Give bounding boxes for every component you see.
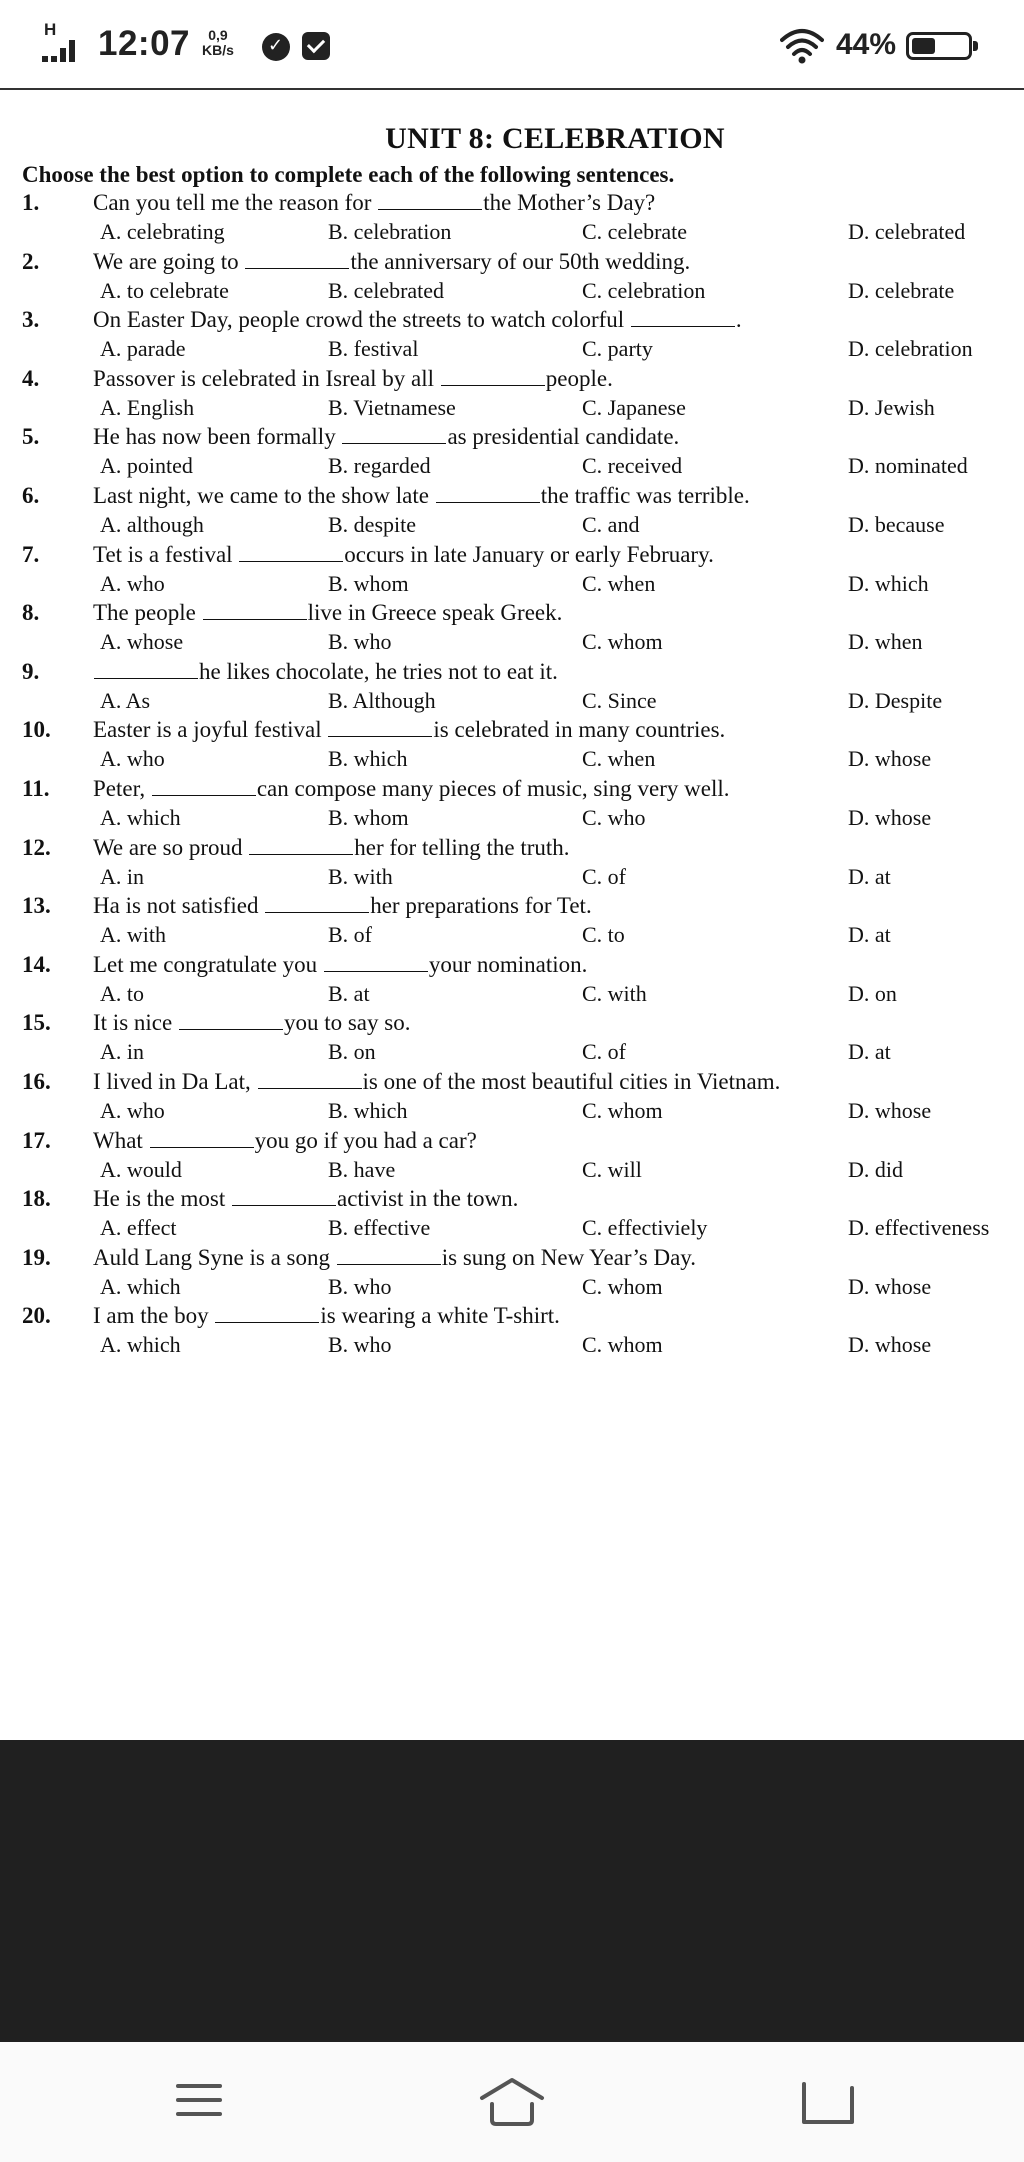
- clock-time: 12:07: [98, 24, 191, 63]
- question-number: 19.: [22, 1244, 51, 1270]
- question-text-before: The people: [93, 600, 196, 626]
- option-d: D. Jewish: [848, 394, 935, 420]
- option-c: C. and: [582, 511, 640, 537]
- question-text: [93, 542, 714, 568]
- question-text-after: as presidential candidate.: [447, 424, 680, 450]
- instruction-text: Choose the best option to complete each of the following sentences.: [22, 162, 675, 187]
- question-item: [0, 1303, 1024, 1362]
- question-text-after: the anniversary of our 50th wedding.: [350, 248, 691, 274]
- question-item: [0, 893, 1024, 952]
- speed-value: 0,9: [208, 27, 228, 43]
- question-list: [0, 190, 1024, 1362]
- option-a: A. pointed: [100, 453, 193, 479]
- question-text: [93, 952, 587, 978]
- question-item: [0, 542, 1024, 601]
- question-text-before: We are going to: [93, 248, 239, 274]
- question-text-before: We are so proud: [93, 834, 243, 860]
- network-speed: [202, 28, 234, 58]
- question-number: 15.: [22, 1010, 51, 1036]
- option-d: D. nominated: [848, 453, 968, 479]
- option-d: D. whose: [848, 1332, 932, 1358]
- option-a: A. whose: [100, 629, 184, 655]
- option-d: D. on: [848, 980, 897, 1006]
- option-c: C. effectiviely: [582, 1215, 708, 1241]
- question-text-after: the Mother’s Day?: [483, 190, 656, 215]
- question-text: [93, 659, 558, 685]
- option-a: A. effect: [100, 1215, 177, 1241]
- question-text: [93, 1303, 560, 1329]
- answer-blank: [378, 191, 482, 210]
- answer-blank: [436, 484, 540, 503]
- question-text-before: Let me congratulate you: [93, 951, 318, 977]
- answer-blank: [179, 1011, 283, 1030]
- option-b: B. festival: [328, 336, 419, 362]
- option-b: B. Vietnamese: [328, 394, 456, 420]
- option-b: B. with: [328, 863, 393, 889]
- question-text-before: Peter,: [93, 775, 146, 801]
- option-b: B. on: [328, 1039, 376, 1065]
- check-circle-icon: [262, 33, 290, 61]
- option-d: D. celebration: [848, 336, 973, 362]
- question-text-before: Passover is celebrated in Isreal by all: [93, 365, 435, 391]
- question-text-after: activist in the town.: [337, 1186, 519, 1212]
- option-b: B. celebrated: [328, 277, 445, 303]
- option-d: D. celebrated: [848, 219, 966, 244]
- question-number: 7.: [22, 541, 40, 567]
- battery-fill: [912, 38, 935, 54]
- option-c: C. of: [582, 863, 626, 889]
- answer-blank: [215, 1304, 319, 1323]
- question-text: [93, 483, 750, 509]
- option-b: B. Although: [328, 687, 436, 713]
- question-text: [93, 249, 690, 275]
- question-number: 1.: [22, 190, 40, 215]
- option-a: A. As: [100, 687, 151, 713]
- question-text-after: your nomination.: [428, 951, 588, 977]
- answer-blank: [265, 894, 369, 913]
- notification-icon: [302, 32, 330, 60]
- question-number: 16.: [22, 1068, 51, 1094]
- option-b: B. regarded: [328, 453, 431, 479]
- question-text-after: is celebrated in many countries.: [433, 717, 726, 743]
- option-c: C. celebrate: [582, 219, 688, 244]
- option-d: D. at: [848, 863, 891, 889]
- answer-blank: [94, 660, 198, 679]
- question-number: 11.: [22, 775, 50, 801]
- option-c: C. with: [582, 980, 647, 1006]
- question-text: [93, 1186, 518, 1212]
- option-d: D. whose: [848, 1273, 932, 1299]
- signal-icon: [42, 22, 88, 66]
- question-text-after: people.: [545, 365, 613, 391]
- question-text-after: is wearing a white T-shirt.: [320, 1303, 560, 1329]
- question-number: 12.: [22, 834, 51, 860]
- answer-blank: [245, 250, 349, 269]
- answer-blank: [342, 425, 446, 444]
- question-text-before: Auld Lang Syne is a song: [93, 1244, 331, 1270]
- home-icon[interactable]: [472, 2072, 552, 2132]
- question-text-before: I am the boy: [93, 1303, 209, 1329]
- question-text-before: I lived in Da Lat,: [93, 1068, 251, 1094]
- answer-blank: [324, 953, 428, 972]
- question-text-before: Ha is not satisfied: [93, 893, 259, 919]
- question-number: 10.: [22, 717, 51, 743]
- document-title: UNIT 8: CELEBRATION: [385, 122, 725, 155]
- question-text: [93, 190, 655, 216]
- question-text-before: He has now been formally: [93, 424, 336, 450]
- option-d: D. which: [848, 570, 929, 596]
- option-c: C. when: [582, 570, 656, 596]
- option-c: C. whom: [582, 1273, 663, 1299]
- option-c: C. will: [582, 1156, 642, 1182]
- question-item: [0, 600, 1024, 659]
- question-number: 8.: [22, 600, 40, 626]
- option-d: D. whose: [848, 1097, 932, 1123]
- question-text: [93, 600, 562, 626]
- option-a: A. who: [100, 1097, 165, 1123]
- option-c: C. whom: [582, 629, 663, 655]
- option-d: D. celebrate: [848, 277, 955, 303]
- option-c: C. party: [582, 336, 653, 362]
- option-c: C. when: [582, 746, 656, 772]
- answer-blank: [258, 1070, 362, 1089]
- option-c: C. who: [582, 804, 646, 830]
- option-a: A. English: [100, 394, 195, 420]
- question-text-after: her for telling the truth.: [354, 834, 570, 860]
- question-text: [93, 835, 570, 861]
- question-item: [0, 1069, 1024, 1128]
- option-c: C. whom: [582, 1332, 663, 1358]
- option-a: A. to celebrate: [100, 277, 229, 303]
- option-b: B. of: [328, 922, 372, 948]
- worksheet-document: [0, 90, 1024, 1740]
- question-item: [0, 835, 1024, 894]
- option-c: C. Japanese: [582, 394, 686, 420]
- question-number: 5.: [22, 424, 40, 450]
- question-item: [0, 659, 1024, 718]
- answer-blank: [239, 543, 343, 562]
- answer-blank: [631, 308, 735, 327]
- option-c: C. whom: [582, 1097, 663, 1123]
- question-item: [0, 424, 1024, 483]
- option-d: D. when: [848, 629, 923, 655]
- question-item: [0, 776, 1024, 835]
- question-item: [0, 1245, 1024, 1304]
- question-text-before: He is the most: [93, 1186, 226, 1212]
- option-a: A. would: [100, 1156, 182, 1182]
- question-item: [0, 366, 1024, 425]
- status-bar: [0, 0, 1024, 90]
- question-number: 2.: [22, 248, 40, 274]
- option-a: A. who: [100, 746, 165, 772]
- question-text-before: It is nice: [93, 1010, 173, 1036]
- option-b: B. effective: [328, 1215, 431, 1241]
- answer-blank: [337, 1246, 441, 1265]
- answer-blank: [150, 1129, 254, 1148]
- question-text-after: live in Greece speak Greek.: [307, 600, 563, 626]
- question-text: [93, 366, 613, 392]
- question-number: 18.: [22, 1186, 51, 1212]
- answer-blank: [328, 718, 432, 737]
- option-a: A. with: [100, 922, 166, 948]
- question-item: [0, 717, 1024, 776]
- question-item: [0, 249, 1024, 308]
- question-number: 4.: [22, 365, 40, 391]
- option-a: A. parade: [100, 336, 186, 362]
- question-text-after: is sung on New Year’s Day.: [441, 1244, 697, 1270]
- question-text-after: her preparations for Tet.: [370, 893, 592, 919]
- wifi-icon: [780, 28, 824, 64]
- back-icon[interactable]: [790, 2072, 870, 2132]
- option-a: A. in: [100, 863, 144, 889]
- option-b: B. despite: [328, 511, 416, 537]
- option-a: A. who: [100, 570, 165, 596]
- question-text: [93, 1069, 780, 1095]
- option-d: D. did: [848, 1156, 903, 1182]
- option-b: B. which: [328, 1097, 408, 1123]
- question-text-after: occurs in late January or early February.: [344, 541, 714, 567]
- option-b: B. celebration: [328, 219, 452, 244]
- question-text: [93, 776, 730, 802]
- question-text-before: Last night, we came to the show late: [93, 482, 429, 508]
- question-text-before: What: [93, 1127, 143, 1153]
- option-d: D. whose: [848, 804, 932, 830]
- network-type: H: [44, 20, 57, 39]
- question-text: [93, 1010, 410, 1036]
- question-number: 20.: [22, 1303, 51, 1329]
- question-text-after: is one of the most beautiful cities in Vietnam.: [362, 1068, 781, 1094]
- option-b: B. whom: [328, 570, 409, 596]
- option-b: B. who: [328, 1332, 392, 1358]
- option-a: A. celebrating: [100, 219, 225, 244]
- option-a: A. although: [100, 511, 204, 537]
- question-text-after: .: [735, 307, 742, 333]
- option-a: A. in: [100, 1039, 144, 1065]
- option-a: A. which: [100, 1273, 181, 1299]
- option-a: A. to: [100, 980, 144, 1006]
- answer-blank: [232, 1187, 336, 1206]
- option-b: B. at: [328, 980, 370, 1006]
- option-d: D. at: [848, 1039, 891, 1065]
- answer-blank: [203, 601, 307, 620]
- question-text-after: the traffic was terrible.: [540, 482, 750, 508]
- option-b: B. who: [328, 1273, 392, 1299]
- question-item: [0, 1010, 1024, 1069]
- option-c: C. of: [582, 1039, 626, 1065]
- question-text-after: you to say so.: [283, 1010, 411, 1036]
- question-text-after: can compose many pieces of music, sing very well.: [256, 775, 730, 801]
- navigation-bar: [0, 2042, 1024, 2162]
- question-item: [0, 1186, 1024, 1245]
- option-c: C. received: [582, 453, 683, 479]
- question-text-after: you go if you had a car?: [254, 1127, 477, 1153]
- question-number: 14.: [22, 951, 51, 977]
- option-b: B. who: [328, 629, 392, 655]
- option-a: A. which: [100, 1332, 181, 1358]
- option-a: A. which: [100, 804, 181, 830]
- question-number: 13.: [22, 893, 51, 919]
- question-item: [0, 952, 1024, 1011]
- question-number: 17.: [22, 1127, 51, 1153]
- option-d: D. because: [848, 511, 945, 537]
- question-item: [0, 1128, 1024, 1187]
- answer-blank: [249, 836, 353, 855]
- question-item: [0, 190, 1024, 249]
- battery-icon: [906, 32, 972, 60]
- option-c: C. to: [582, 922, 625, 948]
- battery-percent: 44%: [836, 28, 897, 61]
- question-text-before: Tet is a festival: [93, 541, 233, 567]
- question-text: [93, 1245, 696, 1271]
- speed-unit: KB/s: [202, 42, 234, 58]
- option-b: B. have: [328, 1156, 396, 1182]
- question-number: 9.: [22, 658, 40, 684]
- option-d: D. at: [848, 922, 891, 948]
- question-text: [93, 307, 742, 333]
- question-text-before: Can you tell me the reason for: [93, 190, 372, 215]
- menu-lines-icon[interactable]: [160, 2072, 240, 2132]
- question-text: [93, 893, 592, 919]
- question-number: 3.: [22, 307, 40, 333]
- question-text: [93, 424, 679, 450]
- question-text: [93, 1128, 477, 1154]
- option-b: B. which: [328, 746, 408, 772]
- answer-blank: [441, 367, 545, 386]
- question-text: [93, 717, 725, 743]
- question-text-before: Easter is a joyful festival: [93, 717, 322, 743]
- option-b: B. whom: [328, 804, 409, 830]
- option-c: C. celebration: [582, 277, 706, 303]
- question-text-before: On Easter Day, people crowd the streets to watch colorful: [93, 307, 625, 333]
- question-text-after: he likes chocolate, he tries not to eat it.: [199, 658, 558, 684]
- question-number: 6.: [22, 482, 40, 508]
- question-item: [0, 483, 1024, 542]
- answer-blank: [152, 777, 256, 796]
- option-d: D. whose: [848, 746, 932, 772]
- question-item: [0, 307, 1024, 366]
- option-c: C. Since: [582, 687, 657, 713]
- option-d: D. Despite: [848, 687, 943, 713]
- option-d: D. effectiveness: [848, 1215, 990, 1241]
- dark-overlay-band: [0, 1740, 1024, 2042]
